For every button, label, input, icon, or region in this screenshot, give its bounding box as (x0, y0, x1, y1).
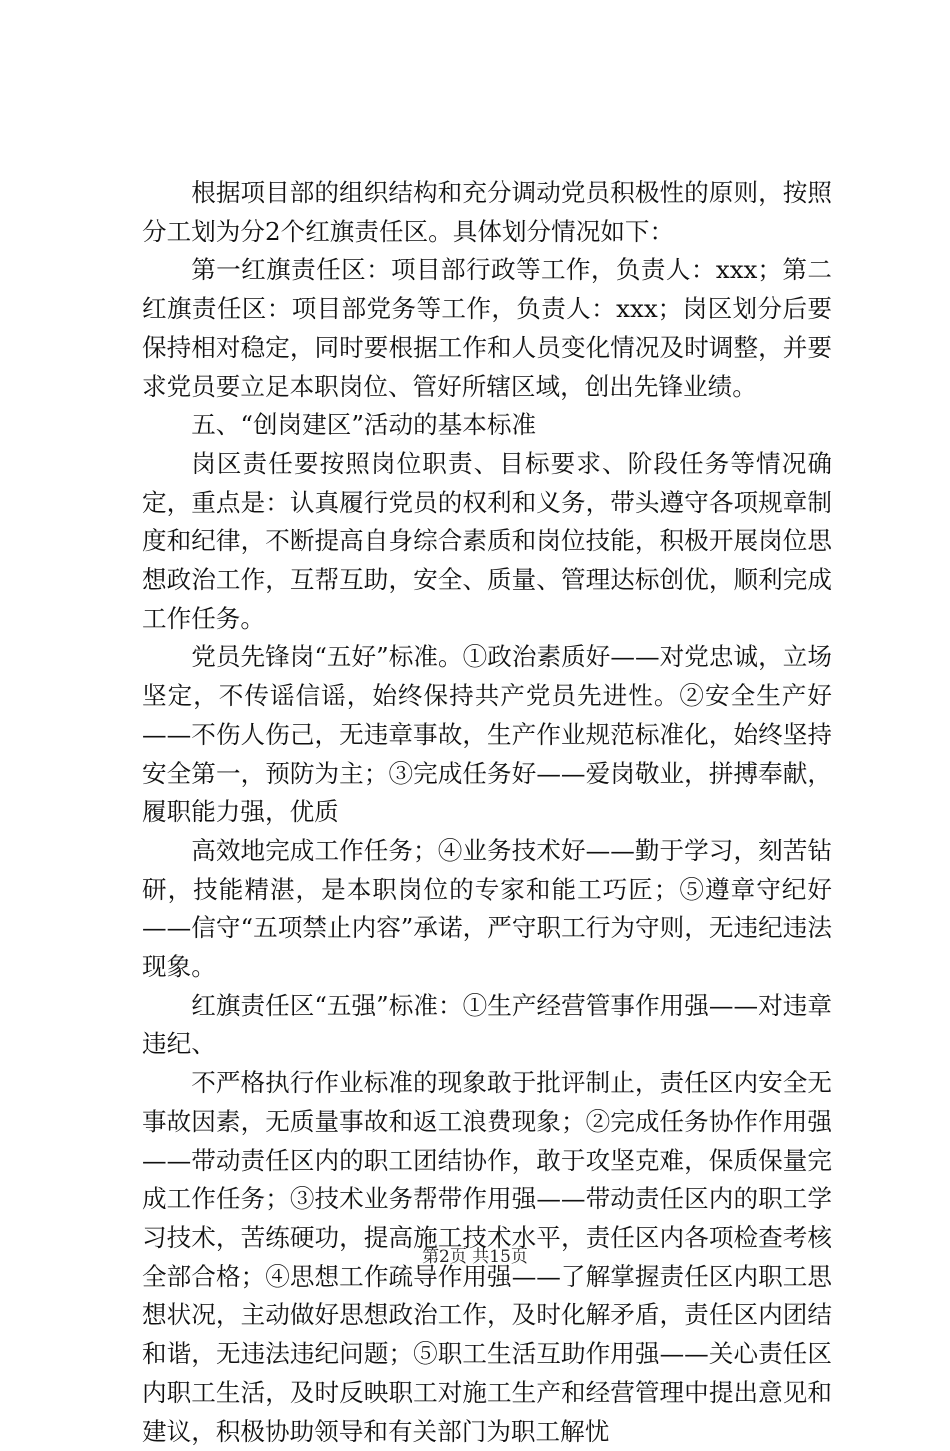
paragraph-responsibility-areas: 第一红旗责任区：项目部行政等工作，负责人：xxx；第二红旗责任区：项目部党务等工作，负责人：xxx；岗区划分后要保持相对稳定，同时要根据工作和人员变化情况及时调整，并要求党员要立足本职岗位、管好所辖区域，创出先锋业绩。 (142, 255, 832, 401)
paragraph-five-strong-continued: 不严格执行作业标准的现象敢于批评制止，责任区内安全无事故因素，无质量事故和返工浪费现象；②完成任务协作作用强——带动责任区内的职工团结协作，敢于攻坚克难，保质保量完成工作任务；③技术业务帮带作用强——带动责任区内的职工学习技术，苦练硬功，提高施工技术水平，责任区内各项检查考核全部合格；④思想工作疏导作用强——了解掌握责任区内职工思想状况，主动做好思想政治工作，及时化解矛盾，责任区内团结和谐，无违法违纪问题；⑤职工生活互助作用强——关心责任区内职工生活，及时反映职工对施工生产和经营管理中提出意见和建议，积极协助领导和有关部门为职工解忧 (142, 1068, 832, 1446)
paragraph-five-good-standards: 党员先锋岗“五好”标准。①政治素质好——对党忠诚，立场坚定，不传谣信谣，始终保持共产党员先进性。②安全生产好——不伤人伤己，无违章事故，生产作业规范标准化，始终坚持安全第一，预防为主；③完成任务好——爱岗敬业，拼搏奉献，履职能力强，优质 (142, 642, 832, 827)
paragraph-area-responsibility: 岗区责任要按照岗位职责、目标要求、阶段任务等情况确定，重点是：认真履行党员的权利和义务，带头遵守各项规章制度和纪律，不断提高自身综合素质和岗位技能，积极开展岗位思想政治工作，互帮互助，安全、质量、管理达标创优，顺利完成工作任务。 (142, 448, 832, 633)
section-heading-basic-standards: 五、“创岗建区”活动的基本标准 (191, 410, 537, 440)
paragraph-five-strong-standards: 红旗责任区“五强”标准：①生产经营管事作用强——对违章违纪、 (142, 990, 832, 1059)
paragraph-division-intro: 根据项目部的组织结构和充分调动党员积极性的原则，按照分工划为分2个红旗责任区。具体划分情况如下： (142, 178, 832, 246)
paragraph-five-good-continued: 高效地完成工作任务；④业务技术好——勤于学习，刻苦钻研，技能精湛，是本职岗位的专家和能工巧匠；⑤遵章守纪好——信守“五项禁止内容”承诺，严守职工行为守则，无违纪违法现象。 (142, 835, 832, 982)
page-number-footer: 第2页 共15页 (422, 1247, 528, 1267)
